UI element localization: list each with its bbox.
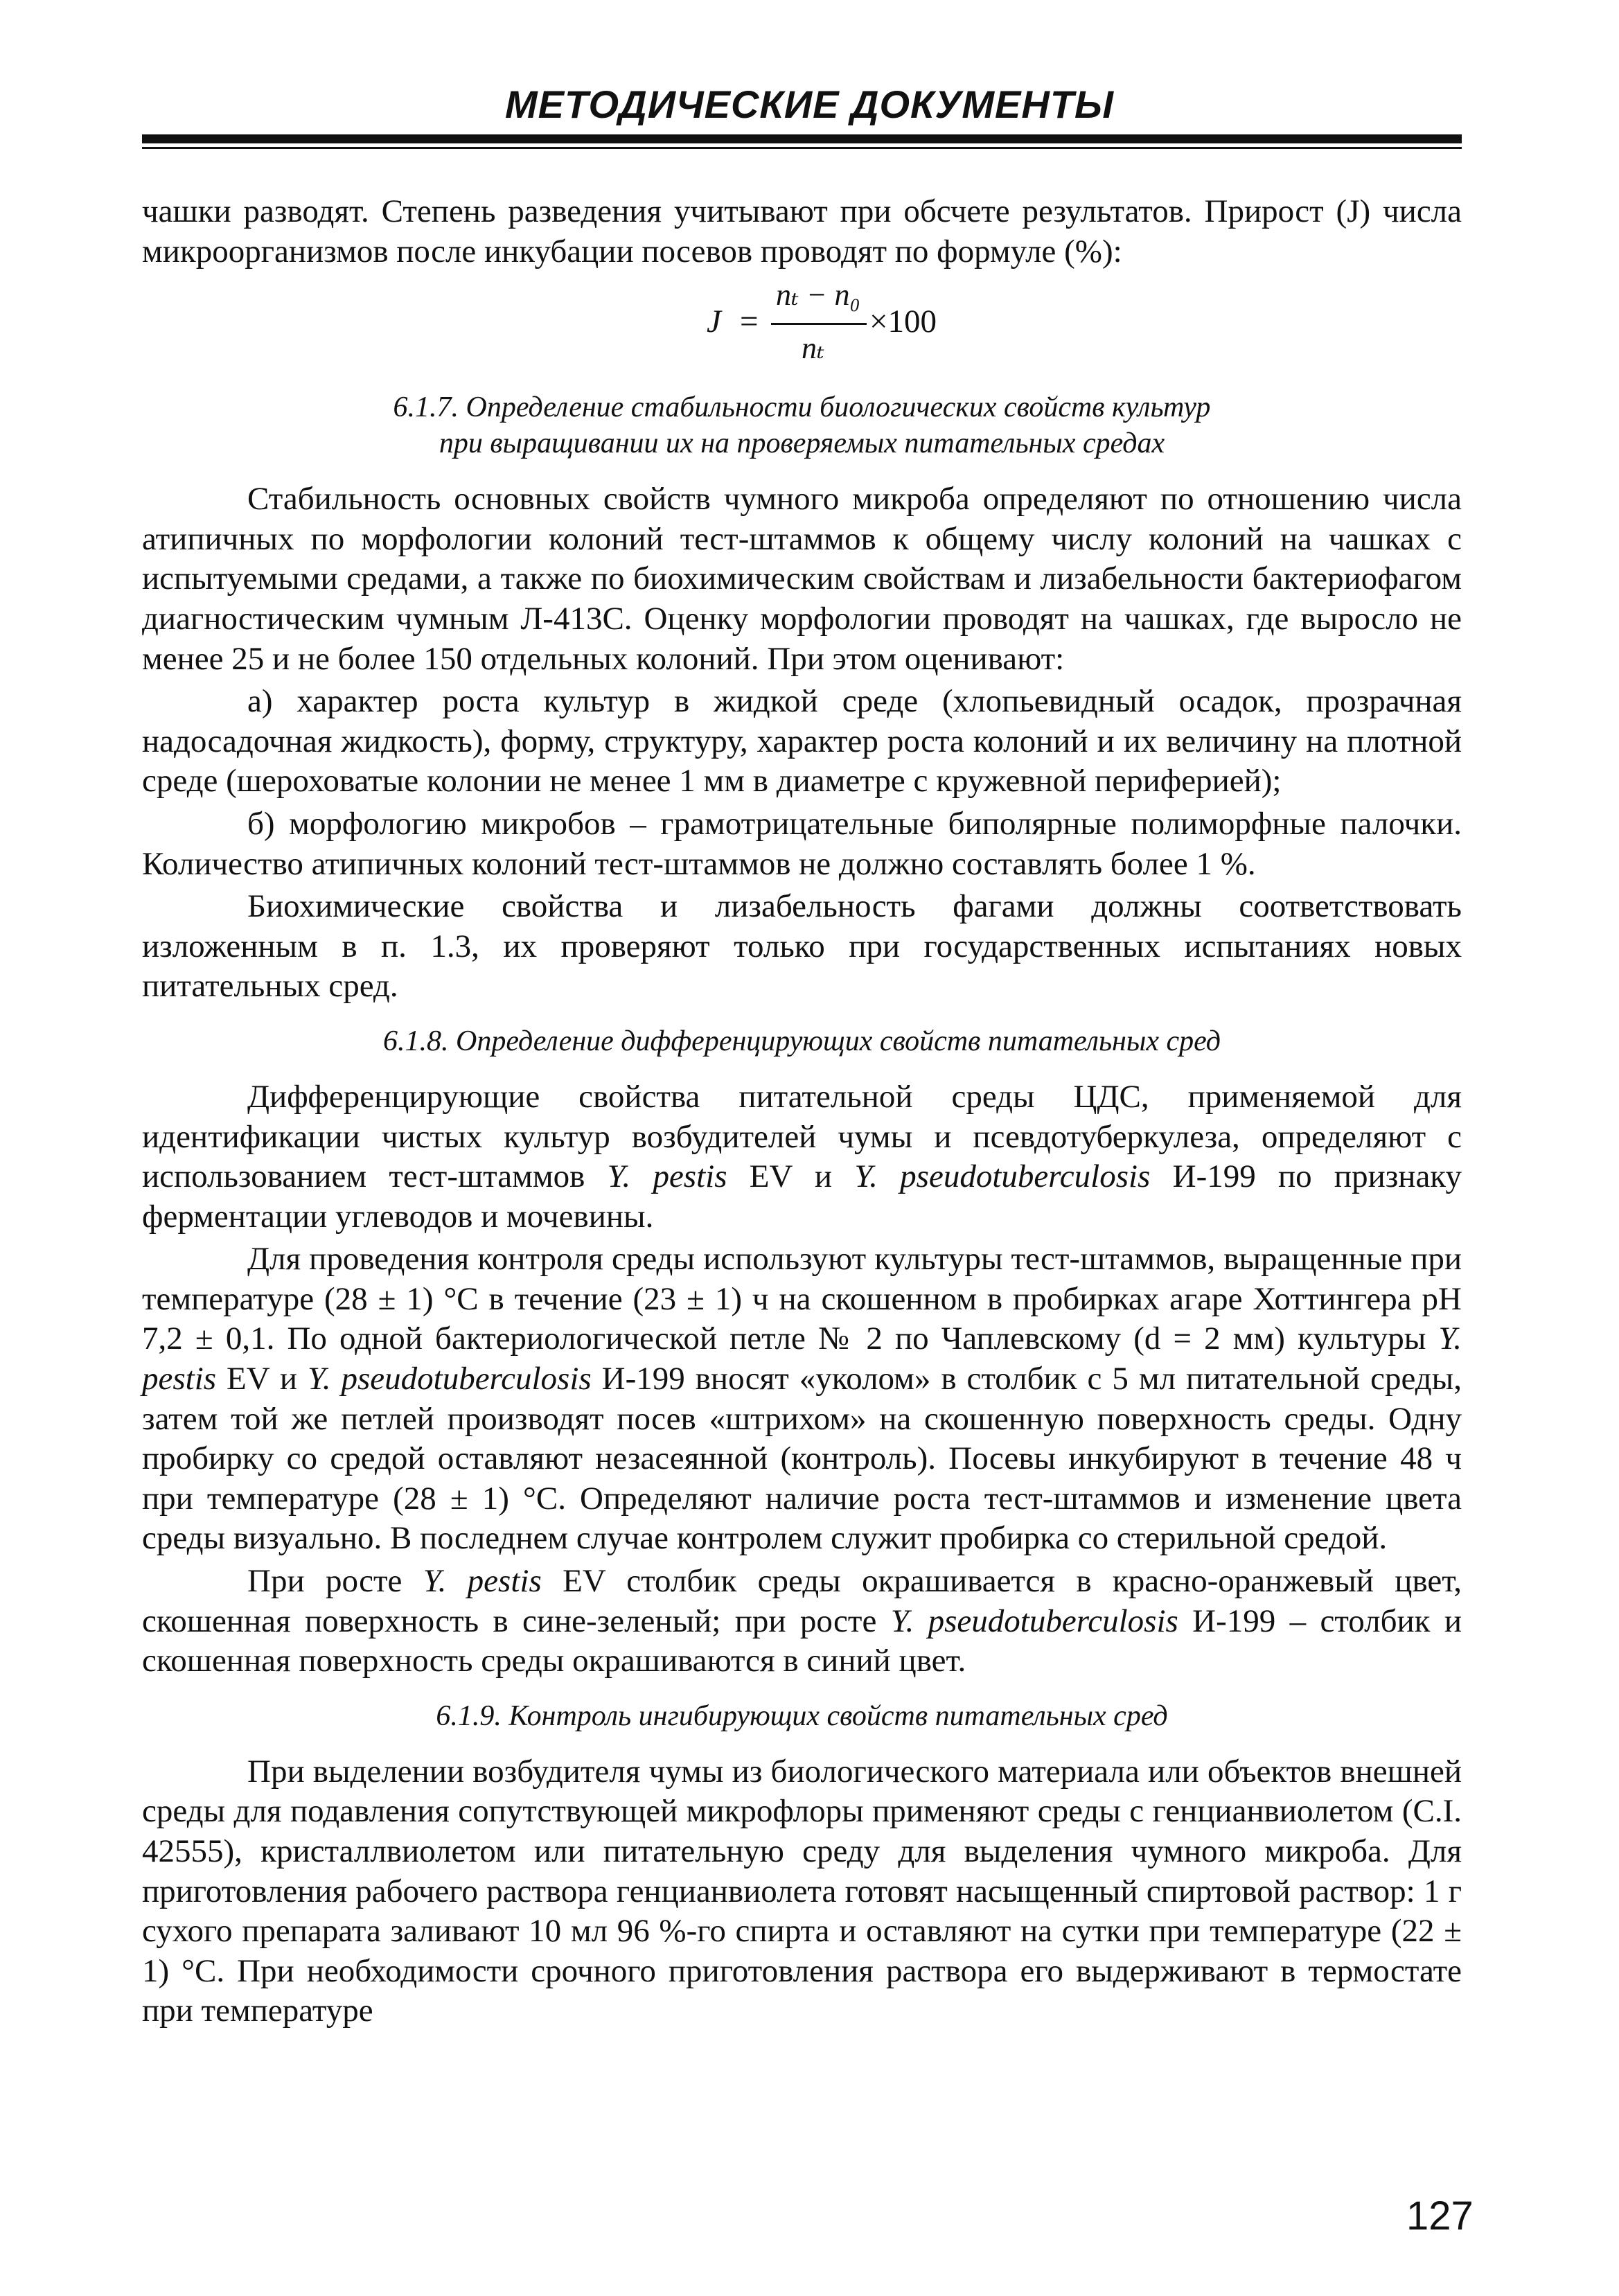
growth-formula bbox=[142, 272, 1462, 389]
species-y-pseudotuberculosis: Y. pseudotuberculosis bbox=[890, 1602, 1178, 1639]
species-y-pseudotuberculosis: Y. pseudotuberculosis bbox=[854, 1158, 1151, 1195]
paragraph-differentiating: Дифференцирующие свойства питательной среды ЦДС, применяемой для идентификации чистых культур возбудителей чумы и псевдотуберкулеза, определяют с использованием тест-штаммов Y. pestis EV и Y. pseudotuberculosis И-199 по признаку ферментации углеводов и мочевины. bbox=[142, 1078, 1462, 1235]
paragraph-inhibiting: При выделении возбудителя чумы из биологического материала или объектов внешней среды для подавления сопутствующей микрофлоры применяют среды с генцианвиолетом (С.І. 42555), кристаллвиолетом или питательную среду для выделения чумного микроба. Для приготовления рабочего раствора генцианвиолета готовят насыщенный спиртовой раствор: 1 г сухого препарата заливают 10 мл 96 %-го спирта и оставляют на сутки при температуре (22 ± 1) °С. При необходимости срочного приготовления раствора его выдерживают в термостате при температуре bbox=[142, 1753, 1462, 2029]
species-y-pseudotuberculosis: Y. pseudotuberculosis bbox=[307, 1361, 592, 1397]
paragraph-growth-intro: чашки разводят. Степень разведения учитывают при обсчете результатов. Прирост (J) числа микроорганизмов после инкубации посевов проводят по формуле (%): bbox=[142, 193, 1462, 270]
species-y-pestis: Y. pestis bbox=[142, 1321, 1462, 1397]
section-heading-6-1-8: 6.1.8. Определение дифференцирующих свойств питательных сред bbox=[383, 1025, 1221, 1057]
formula-fraction-bar bbox=[771, 323, 867, 325]
species-y-pestis: Y. pestis bbox=[423, 1563, 542, 1600]
species-y-pestis: Y. pestis bbox=[607, 1158, 727, 1195]
header-rule-thin bbox=[142, 147, 1462, 149]
formula-multiplier: ×100 bbox=[869, 303, 937, 340]
formula-numerator: nₜ − n₀ bbox=[776, 278, 860, 312]
paragraph-control-procedure: Для проведения контроля среды используют культуры тест-штаммов, выращенные при температуре (28 ± 1) °С в течение (23 ± 1) ч на скошенном в пробирках агаре Хоттингера рН 7,2 ± 0,1. По одной бактериологической петле № 2 по Чаплевскому (d = 2 мм) культуры Y. pestis EV и Y. pseudotuberculosis И-199 вносят «уколом» в столбик с 5 мл питательной среды, затем той же петлей производят посев «штрихом» на скошенную поверхность среды. Одну пробирку со средой оставляют незасеянной (контроль). Посевы инкубируют в течение 48 ч при температуре (28 ± 1) °С. Определяют наличие роста тест-штаммов и изменение цвета среды визуально. В последнем случае контролем служит пробирка со стерильной средой. bbox=[142, 1241, 1462, 1557]
running-header: МЕТОДИЧЕСКИЕ ДОКУМЕНТЫ bbox=[504, 82, 1115, 126]
paragraph-stability: Стабильность основных свойств чумного микроба определяют по отношению числа атипичных по морфологии колоний тест-штаммов к общему числу колоний на чашках с испытуемыми средами, а также по биохимическим свойствам и лизабельности бактериофагом диагностическим чумным Л-413С. Оценку морфологии проводят на чашках, где выросло не менее 25 и не более 150 отдельных колоний. При этом оценивают: bbox=[142, 481, 1462, 677]
paragraph-item-b: б) морфологию микробов – грамотрицательные биполярные полиморфные палочки. Количество атипичных колоний тест-штаммов не должно составлять более 1 %. bbox=[142, 805, 1462, 882]
section-heading-6-1-9: 6.1.9. Контроль ингибирующих свойств питательных сред bbox=[436, 1699, 1168, 1732]
paragraph-color-results: При росте Y. pestis EV столбик среды окрашивается в красно-оранжевый цвет, скошенная поверхность в сине-зеленый; при росте Y. pseudotuberculosis И-199 – столбик и скошенная поверхность среды окрашиваются в синий цвет. bbox=[142, 1563, 1462, 1679]
paragraph-item-a: а) характер роста культур в жидкой среде (хлопьевидный осадок, прозрачная надосадочная жидкость), форму, структуру, характер роста колоний и их величину на плотной среде (шероховатые колонии не менее 1 мм в диаметре с кружевной периферией); bbox=[142, 683, 1462, 800]
page-body bbox=[142, 192, 1462, 2031]
section-heading-6-1-7-line2: при выращивании их на проверяемых питательных средах bbox=[439, 427, 1165, 460]
header-rule-thick bbox=[142, 134, 1462, 143]
section-heading-6-1-7-line1: 6.1.7. Определение стабильности биологических свойств культур bbox=[393, 391, 1211, 424]
page-number: 127 bbox=[1406, 2193, 1474, 2238]
formula-lhs: J bbox=[707, 303, 721, 340]
formula-denominator: nₜ bbox=[802, 331, 824, 366]
paragraph-biochemical: Биохимические свойства и лизабельность фагами должны соответствовать изложенным в п. 1.3, их проверяют только при государственных испытаниях новых питательных сред. bbox=[142, 888, 1462, 1005]
formula-equals: = bbox=[740, 303, 759, 340]
